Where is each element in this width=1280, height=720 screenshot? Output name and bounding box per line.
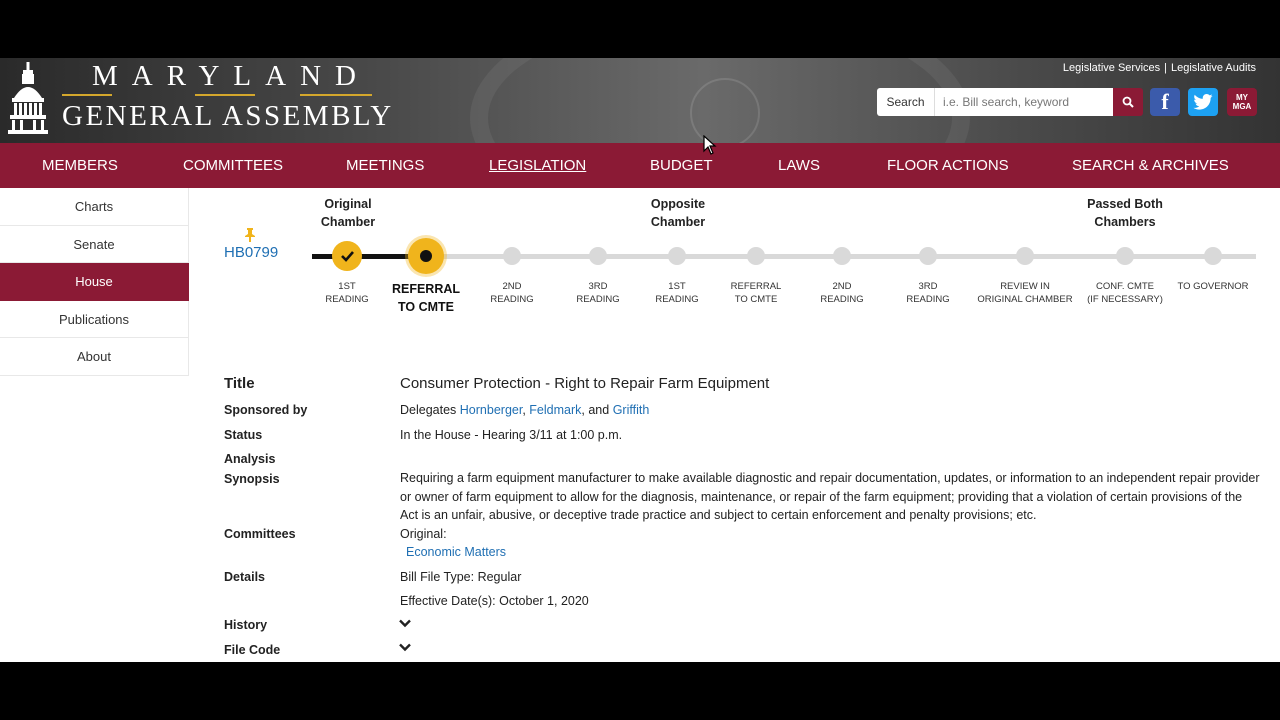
group-original-chamber <box>298 195 398 231</box>
mymga-line1: MY <box>1236 93 1248 102</box>
progress-step-7[interactable] <box>833 247 851 265</box>
status-value: In the House - Hearing 3/11 at 1:00 p.m. <box>400 428 623 442</box>
group-opposite-chamber <box>628 195 728 231</box>
progress-step-10[interactable] <box>1116 247 1134 265</box>
progress-step-label-9 <box>970 280 1080 306</box>
progress-step-2[interactable] <box>408 238 444 274</box>
status-label: Status <box>224 428 263 442</box>
step-label-line2: READING <box>906 294 950 305</box>
file-code-label: File Code <box>224 643 281 657</box>
step-label-line1: REVIEW IN <box>1000 281 1050 292</box>
progress-step-4[interactable] <box>589 247 607 265</box>
header-background-rosette <box>690 78 760 143</box>
analysis-label: Analysis <box>224 452 276 466</box>
step-label-line1: 2ND <box>832 281 852 292</box>
sidebar-item-charts[interactable]: Charts <box>0 188 189 226</box>
group-label-line2: Chamber <box>320 215 376 229</box>
sponsor-and: , and <box>581 403 610 417</box>
committee-link-economic-matters[interactable]: Economic Matters <box>406 545 507 559</box>
progress-step-label-8 <box>873 280 983 306</box>
sponsor-comma: , <box>522 403 526 417</box>
group-label-line2: Chambers <box>1094 215 1156 229</box>
group-label-line1: Passed Both <box>1087 197 1163 211</box>
site-header <box>0 58 1280 143</box>
nav-search-archives[interactable]: SEARCH & ARCHIVES <box>1072 157 1229 174</box>
progress-step-6[interactable] <box>747 247 765 265</box>
title-label: Title <box>224 375 255 392</box>
sponsor-link-feldmark[interactable]: Feldmark <box>529 403 582 417</box>
progress-step-label-11 <box>1158 280 1268 293</box>
sponsor-prefix: Delegates <box>400 403 457 417</box>
step-label-line1: 3RD <box>918 281 938 292</box>
history-label: History <box>224 618 268 632</box>
step-label-line2: (IF NECESSARY) <box>1087 294 1163 305</box>
sidebar <box>0 188 189 376</box>
committees-original: Original: <box>400 527 447 541</box>
sponsor-link-hornberger[interactable]: Hornberger <box>459 403 523 417</box>
facebook-icon[interactable]: f <box>1150 88 1180 116</box>
step-label-line1: REFERRAL <box>391 282 461 296</box>
synopsis-label: Synopsis <box>224 472 280 486</box>
file-code-chevron-down-icon[interactable] <box>399 643 411 652</box>
logo-rule-right <box>300 94 372 96</box>
logo-rule-center <box>195 94 255 96</box>
sidebar-item-publications[interactable]: Publications <box>0 301 189 339</box>
nav-budget[interactable]: BUDGET <box>650 157 713 174</box>
nav-floor-actions[interactable]: FLOOR ACTIONS <box>887 157 1009 174</box>
step-label-line2: TO CMTE <box>734 294 778 305</box>
group-label-line1: Original <box>324 197 372 211</box>
nav-members[interactable]: MEMBERS <box>42 157 118 174</box>
progress-step-9[interactable] <box>1016 247 1034 265</box>
nav-committees[interactable]: COMMITTEES <box>183 157 283 174</box>
step-label-line2: TO CMTE <box>397 300 455 314</box>
search-label: Search <box>877 88 935 116</box>
step-label-line2: READING <box>820 294 864 305</box>
legislative-services-link[interactable]: Legislative Services <box>1062 62 1161 74</box>
progress-step-1[interactable] <box>332 241 362 271</box>
main-nav <box>0 143 1280 188</box>
legislative-audits-link[interactable]: Legislative Audits <box>1171 62 1256 74</box>
mouse-cursor-icon <box>703 135 717 155</box>
sidebar-item-about[interactable]: About <box>0 338 189 376</box>
progress-step-8[interactable] <box>919 247 937 265</box>
step-label-line1: 2ND <box>502 281 522 292</box>
step-label-line2: READING <box>576 294 620 305</box>
details-label: Details <box>224 570 265 584</box>
step-label-line1: REFERRAL <box>730 281 782 292</box>
nav-legislation[interactable]: LEGISLATION <box>489 157 587 174</box>
progress-step-5[interactable] <box>668 247 686 265</box>
nav-laws[interactable]: LAWS <box>778 157 820 174</box>
state-house-dome-icon[interactable] <box>8 62 48 136</box>
bill-title: Consumer Protection - Right to Repair Farm Equipment <box>400 375 770 392</box>
browser-viewport <box>0 58 1280 662</box>
sponsor-link-griffith[interactable]: Griffith <box>612 403 650 417</box>
sponsored-label: Sponsored by <box>224 403 308 417</box>
group-passed-both <box>1065 195 1185 231</box>
step-label-line1: TO GOVERNOR <box>1177 281 1249 292</box>
step-label-line1: 3RD <box>588 281 608 292</box>
step-label-line1: CONF. CMTE <box>1095 281 1155 292</box>
logo-rule-left <box>62 94 112 96</box>
step-label-line2: ORIGINAL CHAMBER <box>977 294 1073 305</box>
group-label-line1: Opposite <box>650 197 706 211</box>
step-label-line1: 1ST <box>338 281 356 292</box>
search-input[interactable] <box>935 88 1113 116</box>
effective-date: Effective Date(s): October 1, 2020 <box>400 594 589 608</box>
search-box <box>877 88 1113 116</box>
twitter-icon[interactable] <box>1188 88 1218 116</box>
logo-maryland[interactable]: MARYLAND <box>92 60 370 92</box>
step-label-line1: 1ST <box>668 281 686 292</box>
mymga-button[interactable] <box>1227 88 1257 116</box>
nav-meetings[interactable]: MEETINGS <box>346 157 425 174</box>
step-label-line2: READING <box>490 294 534 305</box>
top-links-separator: | <box>1164 62 1167 74</box>
history-chevron-down-icon[interactable] <box>399 619 411 628</box>
search-button[interactable] <box>1113 88 1143 116</box>
group-label-line2: Chamber <box>650 215 706 229</box>
pin-icon[interactable] <box>244 228 256 242</box>
check-icon <box>332 241 362 271</box>
bill-number[interactable]: HB0799 <box>224 244 279 261</box>
committees-label: Committees <box>224 527 296 541</box>
search-icon <box>1122 96 1134 108</box>
top-links <box>1063 62 1256 74</box>
mymga-line2: MGA <box>1232 102 1252 111</box>
bill-file-type: Bill File Type: Regular <box>400 570 522 584</box>
current-step-dot-icon <box>420 250 432 262</box>
progress-step-3[interactable] <box>503 247 521 265</box>
progress-step-11[interactable] <box>1204 247 1222 265</box>
logo-general-assembly[interactable]: GENERAL ASSEMBLY <box>62 100 394 132</box>
sponsors <box>400 403 649 417</box>
step-label-line2: READING <box>325 294 369 305</box>
sidebar-item-house[interactable]: House <box>0 263 189 301</box>
sidebar-item-senate[interactable]: Senate <box>0 226 189 264</box>
step-label-line2: READING <box>655 294 699 305</box>
synopsis-text: Requiring a farm equipment manufacturer to make available diagnostic and repair documentation, updates, or information to an independent repair provider or owner of farm equipment to allow for the diagnosis, maintenance, or repair of the farm equipment; providing that a violation of certain provisions of the Act is an unfair, abusive, or deceptive trade practice and subject to certain enforcement and penalty provisions; etc. <box>400 471 1260 522</box>
